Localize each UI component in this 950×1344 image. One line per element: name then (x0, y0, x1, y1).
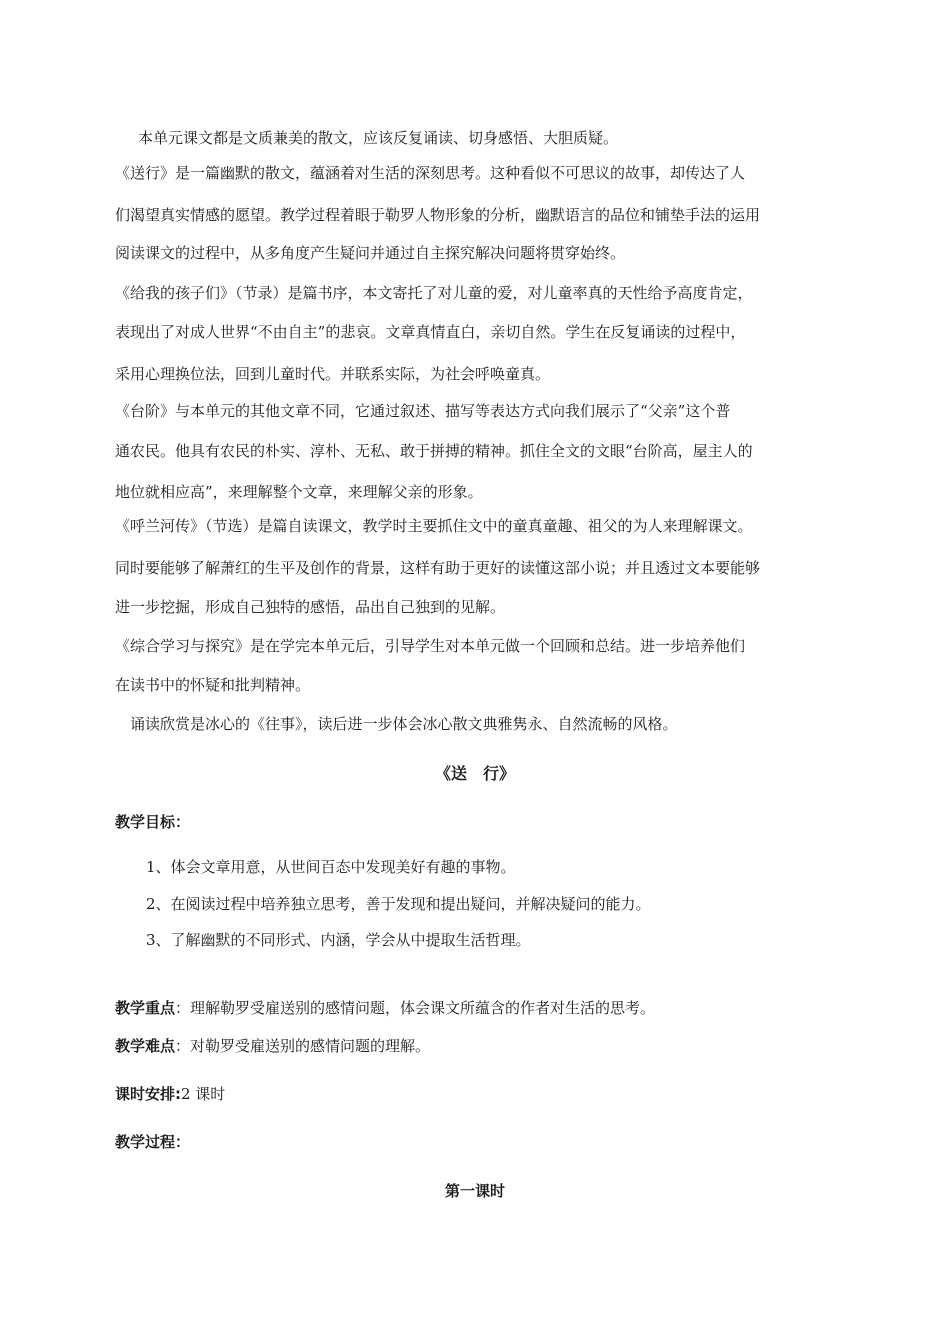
intro-line: 《台阶》与本单元的其他文章不同，它通过叙述、描写等表达方式向我们展示了“父亲”这个普 (115, 402, 731, 420)
intro-line: 《综合学习与探究》是在学完本单元后，引导学生对本单元做一个回顾和总结。进一步培养他们 (115, 637, 746, 655)
process-heading: 教学过程： (115, 1133, 191, 1151)
intro-line: 在读书中的怀疑和批判精神。 (115, 676, 311, 694)
intro-line: 们渴望真实情感的愿望。教学过程着眼于勒罗人物形象的分析，幽默语言的品位和铺垫手法的运用 (115, 206, 761, 224)
intro-line: 阅读课文的过程中，从多角度产生疑问并通过自主探究解决问题将贯穿始终。 (115, 244, 626, 262)
objective-item: 2、在阅读过程中培养独立思考，善于发现和提出疑问，并解决疑问的能力。 (146, 895, 651, 913)
objectives-heading: 教学目标： (115, 813, 191, 831)
intro-line: 本单元课文都是文质兼美的散文，应该反复诵读、切身感悟、大胆质疑。 (138, 129, 619, 147)
schedule (115, 1084, 225, 1104)
intro-line: 同时要能够了解萧红的生平及创作的背景，这样有助于更好的读懂这部小说；并且透过文本要能够 (115, 559, 761, 577)
difficulty (115, 1036, 430, 1056)
intro-line: 《送行》是一篇幽默的散文，蕴涵着对生活的深刻思考。这种看似不可思议的故事，却传达了人 (115, 164, 746, 182)
objective-item: 1、体会文章用意，从世间百态中发现美好有趣的事物。 (146, 858, 516, 876)
session-heading: 第一课时 (444, 1182, 505, 1200)
schedule-label: 课时安排: (115, 1085, 181, 1103)
key-point (115, 998, 655, 1018)
intro-line: 通农民。他具有农民的朴实、淳朴、无私、敢于拼搏的精神。抓住全文的文眼“台阶高，屋主人的 (115, 442, 753, 460)
intro-line: 表现出了对成人世界“不由自主”的悲哀。文章真情直白，亲切自然。学生在反复诵读的过程中， (115, 323, 746, 341)
intro-line: 采用心理换位法，回到儿童时代。并联系实际，为社会呼唤童真。 (115, 365, 551, 383)
objective-item: 3、了解幽默的不同形式、内涵，学会从中提取生活哲理。 (146, 931, 531, 949)
lesson-title: 《送 行》 (434, 764, 515, 783)
intro-line: 诵读欣赏是冰心的《往事》，读后进一步体会冰心散文典雅隽永、自然流畅的风格。 (130, 715, 678, 733)
difficulty-label: 教学难点 (115, 1037, 176, 1055)
key-point-label: 教学重点 (115, 999, 176, 1017)
intro-line: 地位就相应高”，来理解整个文章，来理解父亲的形象。 (115, 483, 483, 501)
intro-line: 《呼兰河传》（节选）是篇自读课文，教学时主要抓住文中的童真童趣、祖父的为人来理解课文。 (115, 517, 753, 535)
schedule-text: 2 课时 (181, 1085, 226, 1103)
key-point-text: ：理解勒罗受雇送别的感情问题，体会课文所蕴含的作者对生活的思考。 (175, 999, 656, 1017)
difficulty-text: ：对勒罗受雇送别的感情问题的理解。 (175, 1037, 431, 1055)
intro-line: 进一步挖掘，形成自己独特的感悟，品出自己独到的见解。 (115, 598, 506, 616)
intro-line: 《给我的孩子们》（节录）是篇书序，本文寄托了对儿童的爱，对儿童率真的天性给予高度肯定， (115, 284, 753, 302)
